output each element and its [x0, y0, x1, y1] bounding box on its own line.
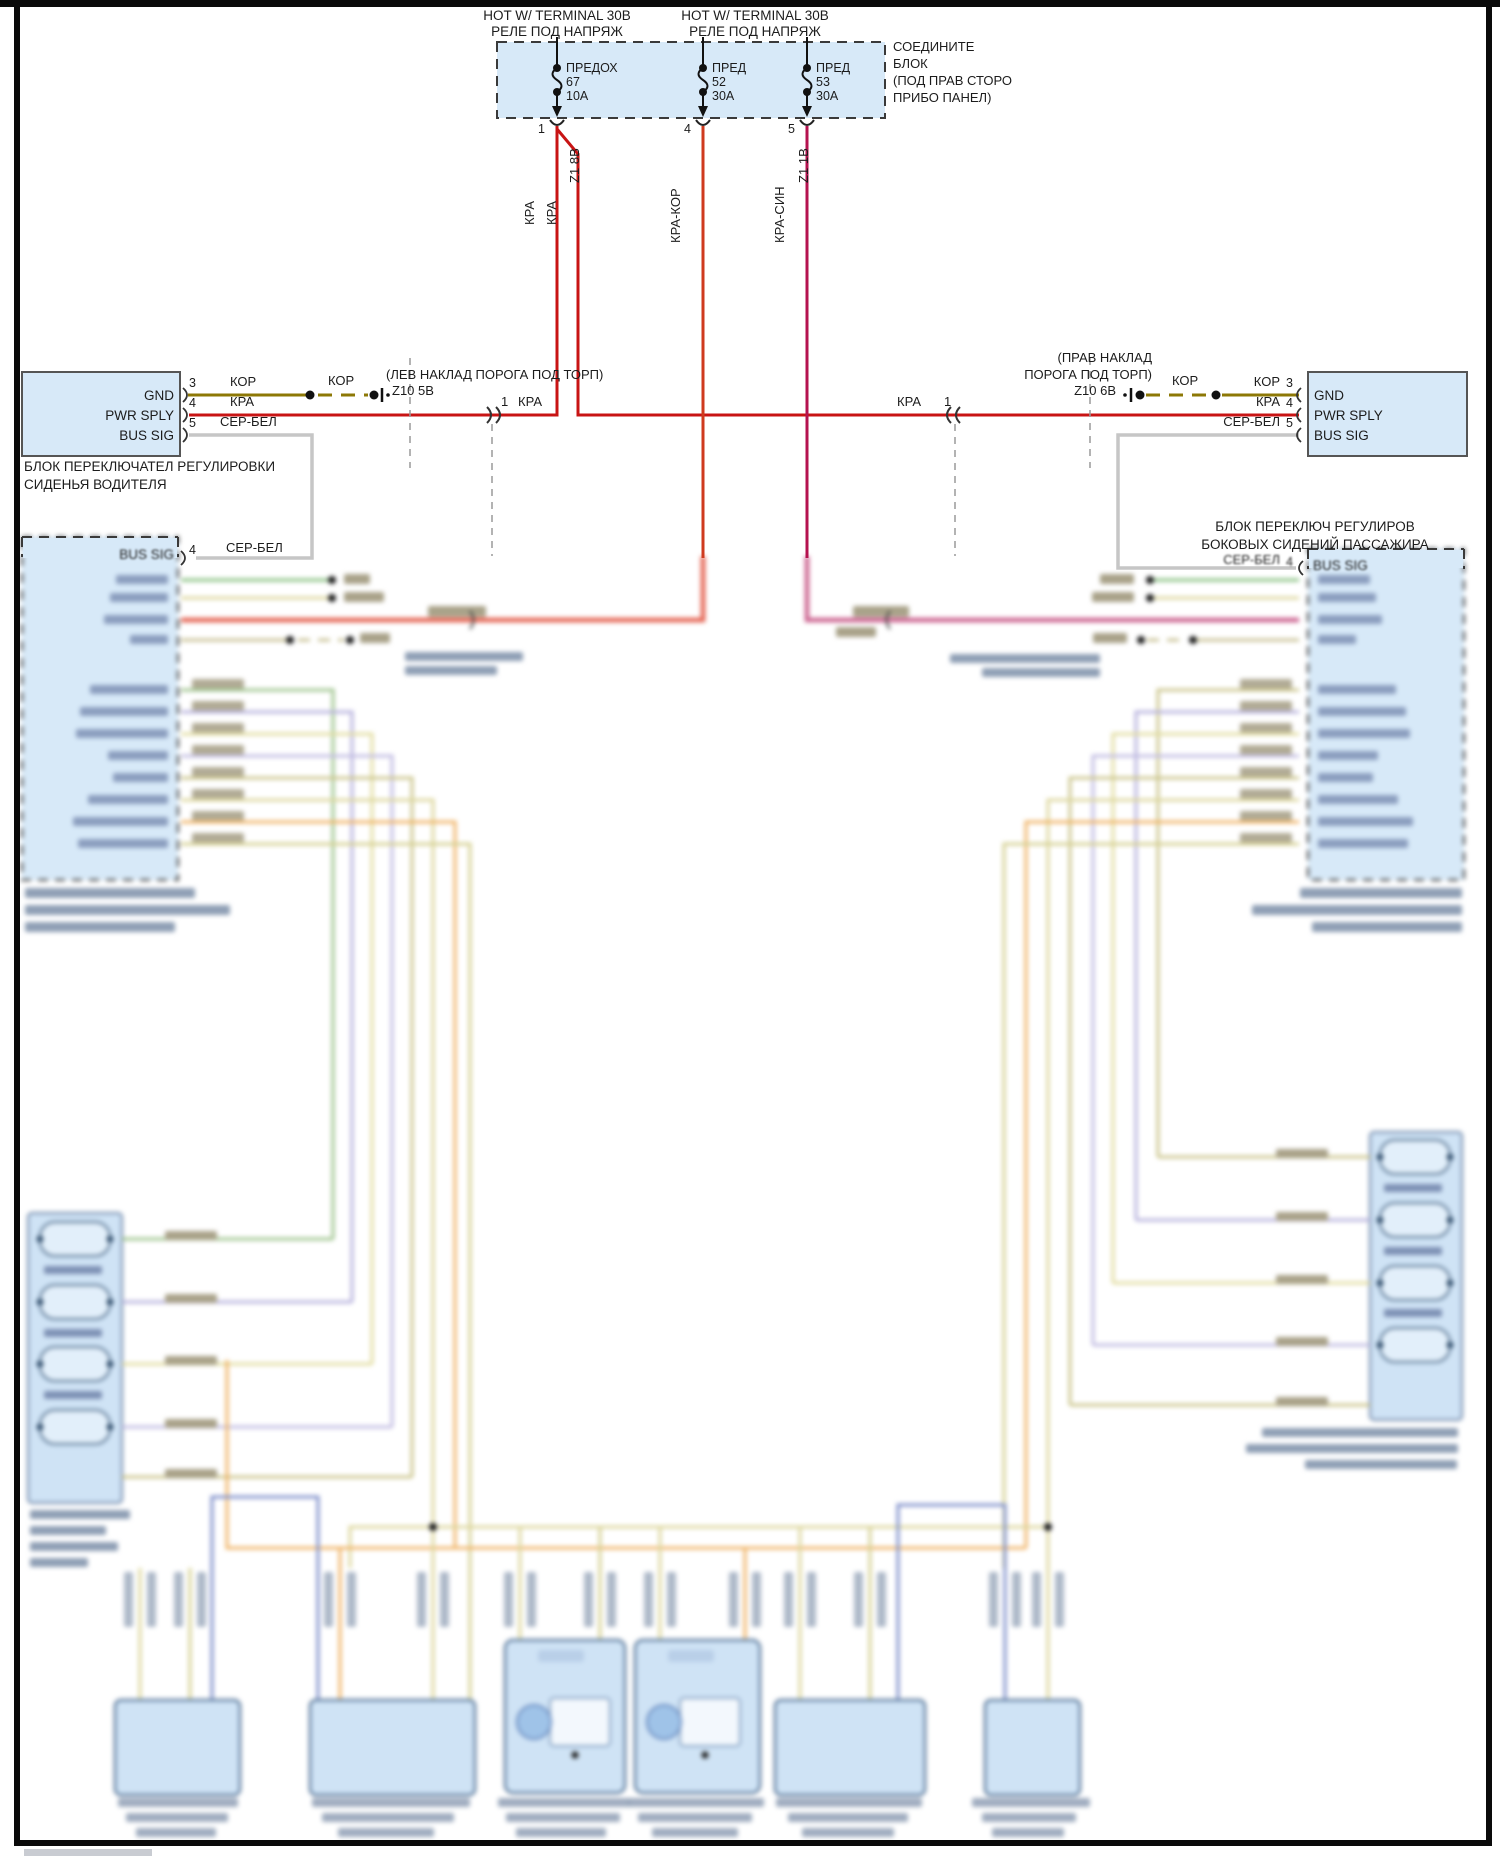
- left-serbel-wire-label: СЕР-БЕЛ: [220, 414, 277, 429]
- left-connector-pin-number: 1: [501, 394, 509, 409]
- right-connector-pin-number: 1: [944, 394, 952, 409]
- left-kor-dashed-label: КОР: [328, 373, 355, 388]
- fuse-3-pin-number: 5: [788, 122, 795, 136]
- fuse-2-pin-number: 4: [684, 122, 691, 136]
- watermark-bar: [24, 1849, 152, 1856]
- left-block-pin-bus: BUS SIG: [119, 428, 174, 443]
- left-block-pin-pwr: PWR SPLY: [105, 408, 174, 423]
- kor-ground-wire-left: [188, 388, 390, 402]
- fuse-2-name: ПРЕД: [712, 61, 747, 75]
- right-block-pin-pwr: PWR SPLY: [1314, 408, 1383, 423]
- fuse-1-pin-number: 1: [538, 122, 545, 136]
- junction-note-line2: БЛОК: [893, 56, 928, 71]
- left-module-pin-label: BUS SIG: [119, 547, 174, 562]
- right-block-pin-gnd: GND: [1314, 388, 1344, 403]
- connector-boundary-lines: [410, 358, 1090, 556]
- kra-kor-wire-label: КРА-КОР: [668, 188, 684, 243]
- fuse-1-number: 67: [566, 75, 580, 89]
- fuse-2-number: 52: [712, 75, 726, 89]
- fuse-1-name: ПРЕДОХ: [566, 61, 618, 75]
- left-module-wire-label: СЕР-БЕЛ: [226, 540, 283, 555]
- junction-note-line4: ПРИБО ПАНЕЛ): [893, 90, 992, 105]
- ground-left-location-note: (ЛЕВ НАКЛАД ПОРОГА ПОД ТОРП): [386, 367, 604, 382]
- right-kor-dashed-label: КОР: [1172, 373, 1199, 388]
- kra-wire-label-1: КРА: [522, 200, 538, 225]
- hot-feed-label-1-line1: HOT W/ TERMINAL 30B: [483, 8, 631, 23]
- right-module-pin-number: 4: [1286, 555, 1293, 569]
- junction-note-line1: СОЕДИНИТЕ: [893, 39, 975, 54]
- left-kor-wire-label: КОР: [230, 374, 257, 389]
- right-module-wire-label: СЕР-БЕЛ: [1223, 552, 1280, 567]
- right-module-pin-label: BUS SIG: [1313, 558, 1368, 573]
- ground-z10-6b-label: Z10 6В: [1074, 383, 1116, 398]
- right-block-pin-4-number: 4: [1286, 396, 1293, 410]
- fuse-2-rating: 30А: [712, 89, 735, 103]
- left-block-caption-line2: СИДЕНЬЯ ВОДИТЕЛЯ: [24, 477, 167, 492]
- kra-wire-label-2: КРА: [544, 200, 560, 225]
- splice-z1-8-label: Z1 8В: [567, 148, 583, 183]
- left-kra-wire-label: КРА: [230, 394, 255, 409]
- hot-feed-label-1-line2: РЕЛЕ ПОД НАПРЯЖ: [491, 24, 623, 39]
- fuse-3-number: 53: [816, 75, 830, 89]
- left-connector-wire-label: КРА: [518, 394, 543, 409]
- hot-feed-label-2-line1: HOT W/ TERMINAL 30B: [681, 8, 829, 23]
- hot-feed-label-2-line2: РЕЛЕ ПОД НАПРЯЖ: [689, 24, 821, 39]
- splice-z1-1-label: Z1 1В: [796, 148, 812, 183]
- ground-right-location-note-line2: ПОРОГА ПОД ТОРП): [1024, 367, 1152, 382]
- right-block-caption-line1: БЛОК ПЕРЕКЛЮЧ РЕГУЛИРОВ: [1215, 519, 1415, 534]
- kra-power-wires: [189, 126, 1299, 558]
- right-block-caption-line2: БОКОВЫХ СИДЕНИЙ ПАССАЖИРА: [1201, 537, 1429, 552]
- right-block-pin-5-number: 5: [1286, 416, 1293, 430]
- right-kra-wire-label: КРА: [1255, 394, 1280, 409]
- left-block-pin-5-number: 5: [189, 416, 196, 430]
- ser-bel-bus-wires: [189, 435, 1299, 568]
- right-block-pin-3-number: 3: [1286, 376, 1293, 390]
- right-block-pin-bus: BUS SIG: [1314, 428, 1369, 443]
- ground-z10-5b-label: Z10 5В: [392, 383, 434, 398]
- kra-sin-wire-label: КРА-СИН: [772, 186, 788, 243]
- left-block-pin-4-number: 4: [189, 396, 196, 410]
- right-serbel-wire-label: СЕР-БЕЛ: [1223, 414, 1280, 429]
- junction-note-line3: (ПОД ПРАВ СТОРО: [893, 73, 1012, 88]
- left-block-pin-gnd: GND: [144, 388, 174, 403]
- left-block-pin-3-number: 3: [189, 376, 196, 390]
- right-connector-wire-label: КРА: [897, 394, 922, 409]
- left-block-caption-line1: БЛОК ПЕРЕКЛЮЧАТЕЛ РЕГУЛИРОВКИ: [24, 459, 276, 474]
- left-module-pin-number: 4: [189, 543, 196, 557]
- fuse-1-rating: 10А: [566, 89, 589, 103]
- fuse-3-name: ПРЕД: [816, 61, 851, 75]
- fuse-3-rating: 30А: [816, 89, 839, 103]
- ground-right-location-note-line1: (ПРАВ НАКЛАД: [1057, 350, 1152, 365]
- right-kor-wire-label: КОР: [1253, 374, 1280, 389]
